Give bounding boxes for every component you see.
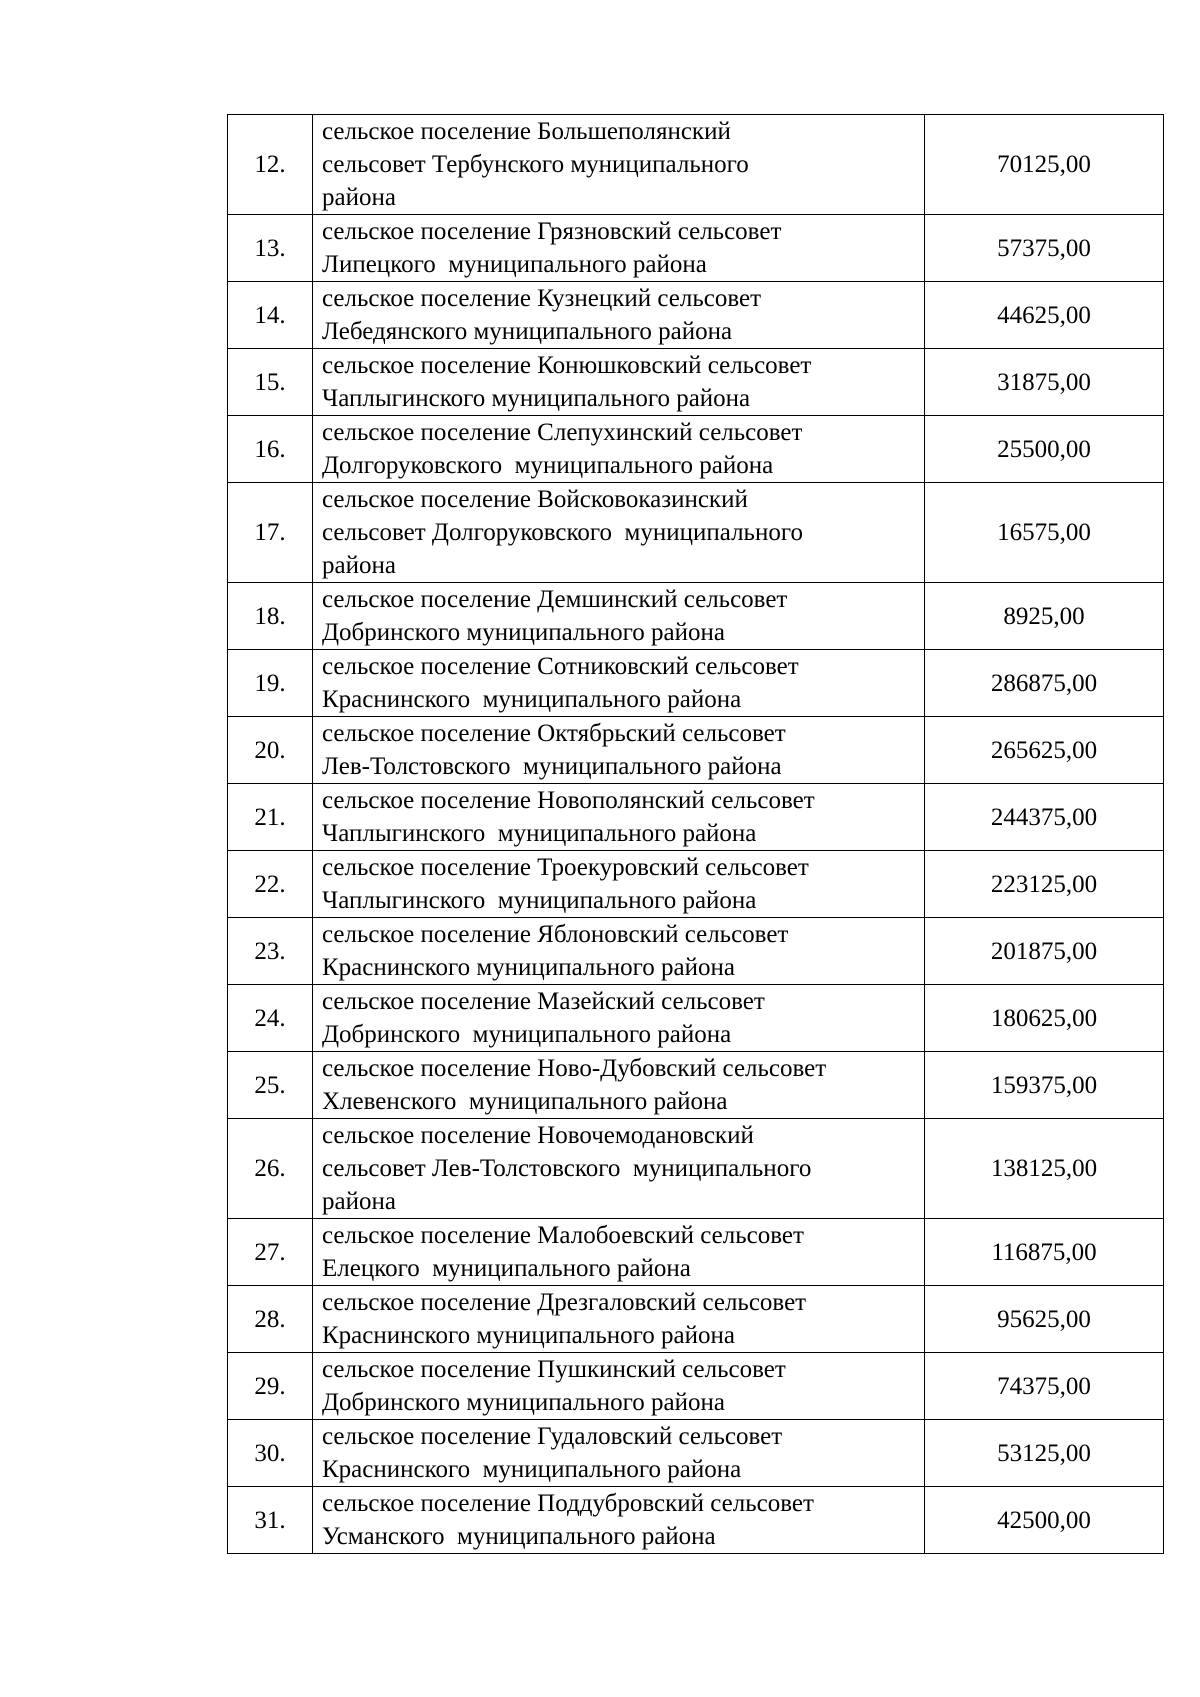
settlement-name-line: Добринского муниципального района bbox=[322, 1021, 732, 1048]
amount-cell: 42500,00 bbox=[925, 1487, 1164, 1554]
amount-cell: 159375,00 bbox=[925, 1052, 1164, 1119]
settlement-name-cell bbox=[313, 115, 925, 215]
table-row bbox=[228, 483, 1164, 583]
settlement-name-line: сельское поселение Войсковоказинский bbox=[322, 486, 748, 513]
row-number: 27. bbox=[228, 1219, 313, 1286]
settlement-name-line: района bbox=[322, 552, 396, 579]
settlement-name-line: Добринского муниципального района bbox=[322, 619, 726, 646]
row-number: 12. bbox=[228, 115, 313, 215]
table-row bbox=[228, 416, 1164, 483]
settlement-name-line: сельсовет Лев-Толстовского муниципального bbox=[322, 1155, 812, 1182]
settlement-name-line: сельское поселение Малобоевский сельсовет bbox=[322, 1222, 804, 1249]
row-number: 20. bbox=[228, 717, 313, 784]
row-number: 31. bbox=[228, 1487, 313, 1554]
row-number: 23. bbox=[228, 918, 313, 985]
table-row bbox=[228, 1052, 1164, 1119]
amount-cell: 53125,00 bbox=[925, 1420, 1164, 1487]
settlement-name-cell bbox=[313, 650, 925, 717]
settlement-name-cell bbox=[313, 483, 925, 583]
amount-cell: 265625,00 bbox=[925, 717, 1164, 784]
settlement-name-line: сельское поселение Мазейский сельсовет bbox=[322, 988, 765, 1015]
settlement-name-line: Хлевенского муниципального района bbox=[322, 1088, 728, 1115]
settlement-name-cell bbox=[313, 583, 925, 650]
row-number: 25. bbox=[228, 1052, 313, 1119]
table-row bbox=[228, 1119, 1164, 1219]
settlement-name-line: сельское поселение Новочемодановский bbox=[322, 1122, 754, 1149]
settlement-name-line: Краснинского муниципального района bbox=[322, 1456, 742, 1483]
row-number: 21. bbox=[228, 784, 313, 851]
settlement-name-line: сельское поселение Большеполянский bbox=[322, 118, 731, 145]
amount-cell: 57375,00 bbox=[925, 215, 1164, 282]
settlement-name-line: сельское поселение Дрезгаловский сельсовет bbox=[322, 1289, 807, 1316]
row-number: 24. bbox=[228, 985, 313, 1052]
settlement-name-cell bbox=[313, 784, 925, 851]
table-row bbox=[228, 215, 1164, 282]
settlement-name-cell bbox=[313, 349, 925, 416]
settlement-name-line: Чаплыгинского муниципального района bbox=[322, 385, 751, 412]
settlement-name-cell bbox=[313, 985, 925, 1052]
row-number: 22. bbox=[228, 851, 313, 918]
table-row bbox=[228, 717, 1164, 784]
settlement-name-cell bbox=[313, 1487, 925, 1554]
settlement-name-line: сельсовет Тербунского муниципального bbox=[322, 151, 749, 178]
settlement-name-line: сельское поселение Кузнецкий сельсовет bbox=[322, 285, 762, 312]
settlement-name-line: Краснинского муниципального района bbox=[322, 954, 735, 981]
table-row bbox=[228, 985, 1164, 1052]
amount-cell: 201875,00 bbox=[925, 918, 1164, 985]
settlement-name-line: Добринского муниципального района bbox=[322, 1389, 726, 1416]
settlement-name-line: сельское поселение Сотниковский сельсовет bbox=[322, 653, 799, 680]
settlement-name-cell bbox=[313, 717, 925, 784]
settlement-name-line: Краснинского муниципального района bbox=[322, 1322, 735, 1349]
settlement-name-line: сельское поселение Пушкинский сельсовет bbox=[322, 1356, 786, 1383]
row-number: 13. bbox=[228, 215, 313, 282]
table-row bbox=[228, 349, 1164, 416]
table-row bbox=[228, 784, 1164, 851]
settlement-name-line: Чаплыгинского муниципального района bbox=[322, 820, 757, 847]
settlement-name-line: Лебедянского муниципального района bbox=[322, 318, 733, 345]
amount-cell: 180625,00 bbox=[925, 985, 1164, 1052]
table-row bbox=[228, 851, 1164, 918]
row-number: 29. bbox=[228, 1353, 313, 1420]
amount-cell: 70125,00 bbox=[925, 115, 1164, 215]
settlement-name-cell bbox=[313, 1052, 925, 1119]
settlement-name-cell bbox=[313, 215, 925, 282]
row-number: 30. bbox=[228, 1420, 313, 1487]
settlement-name-line: Долгоруковского муниципального района bbox=[322, 452, 774, 479]
settlement-name-cell bbox=[313, 1286, 925, 1353]
settlement-name-line: сельское поселение Гудаловский сельсовет bbox=[322, 1423, 783, 1450]
settlement-name-line: Чаплыгинского муниципального района bbox=[322, 887, 757, 914]
table-row bbox=[228, 282, 1164, 349]
settlement-name-cell bbox=[313, 416, 925, 483]
settlement-name-line: сельское поселение Слепухинский сельсовет bbox=[322, 419, 803, 446]
row-number: 18. bbox=[228, 583, 313, 650]
settlement-name-line: Липецкого муниципального района bbox=[322, 251, 707, 278]
settlement-name-line: Елецкого муниципального района bbox=[322, 1255, 691, 1282]
settlement-name-line: сельское поселение Ново-Дубовский сельсовет bbox=[322, 1055, 827, 1082]
settlement-name-cell bbox=[313, 1353, 925, 1420]
settlement-name-line: сельское поселение Троекуровский сельсовет bbox=[322, 854, 809, 881]
row-number: 19. bbox=[228, 650, 313, 717]
table-body bbox=[228, 115, 1164, 1554]
table-row bbox=[228, 1219, 1164, 1286]
settlement-name-line: сельское поселение Октябрьский сельсовет bbox=[322, 720, 786, 747]
amount-cell: 44625,00 bbox=[925, 282, 1164, 349]
settlement-name-line: сельсовет Долгоруковского муниципального bbox=[322, 519, 803, 546]
settlement-name-line: сельское поселение Демшинский сельсовет bbox=[322, 586, 788, 613]
amount-cell: 31875,00 bbox=[925, 349, 1164, 416]
allocation-table bbox=[227, 114, 1164, 1554]
settlement-name-line: сельское поселение Грязновский сельсовет bbox=[322, 218, 782, 245]
settlement-name-line: района bbox=[322, 184, 396, 211]
table-row bbox=[228, 583, 1164, 650]
settlement-name-cell bbox=[313, 1119, 925, 1219]
amount-cell: 8925,00 bbox=[925, 583, 1164, 650]
amount-cell: 286875,00 bbox=[925, 650, 1164, 717]
row-number: 17. bbox=[228, 483, 313, 583]
settlement-name-line: сельское поселение Яблоновский сельсовет bbox=[322, 921, 789, 948]
row-number: 15. bbox=[228, 349, 313, 416]
settlement-name-cell bbox=[313, 1219, 925, 1286]
settlement-name-line: сельское поселение Конюшковский сельсовет bbox=[322, 352, 812, 379]
table-row bbox=[228, 1353, 1164, 1420]
amount-cell: 25500,00 bbox=[925, 416, 1164, 483]
table-row bbox=[228, 1420, 1164, 1487]
amount-cell: 138125,00 bbox=[925, 1119, 1164, 1219]
row-number: 28. bbox=[228, 1286, 313, 1353]
amount-cell: 244375,00 bbox=[925, 784, 1164, 851]
settlement-name-line: Краснинского муниципального района bbox=[322, 686, 742, 713]
amount-cell: 95625,00 bbox=[925, 1286, 1164, 1353]
row-number: 16. bbox=[228, 416, 313, 483]
settlement-name-line: района bbox=[322, 1188, 396, 1215]
settlement-name-line: сельское поселение Поддубровский сельсовет bbox=[322, 1490, 814, 1517]
settlement-name-line: Усманского муниципального района bbox=[322, 1523, 716, 1550]
table-row bbox=[228, 918, 1164, 985]
settlement-name-cell bbox=[313, 282, 925, 349]
row-number: 26. bbox=[228, 1119, 313, 1219]
settlement-name-cell bbox=[313, 851, 925, 918]
table-row bbox=[228, 1487, 1164, 1554]
table-row bbox=[228, 1286, 1164, 1353]
settlement-name-line: сельское поселение Новополянский сельсовет bbox=[322, 787, 815, 814]
amount-cell: 223125,00 bbox=[925, 851, 1164, 918]
table-row bbox=[228, 115, 1164, 215]
row-number: 14. bbox=[228, 282, 313, 349]
settlement-name-cell bbox=[313, 918, 925, 985]
amount-cell: 74375,00 bbox=[925, 1353, 1164, 1420]
amount-cell: 16575,00 bbox=[925, 483, 1164, 583]
table-row bbox=[228, 650, 1164, 717]
settlement-name-line: Лев-Толстовского муниципального района bbox=[322, 753, 782, 780]
settlement-name-cell bbox=[313, 1420, 925, 1487]
amount-cell: 116875,00 bbox=[925, 1219, 1164, 1286]
